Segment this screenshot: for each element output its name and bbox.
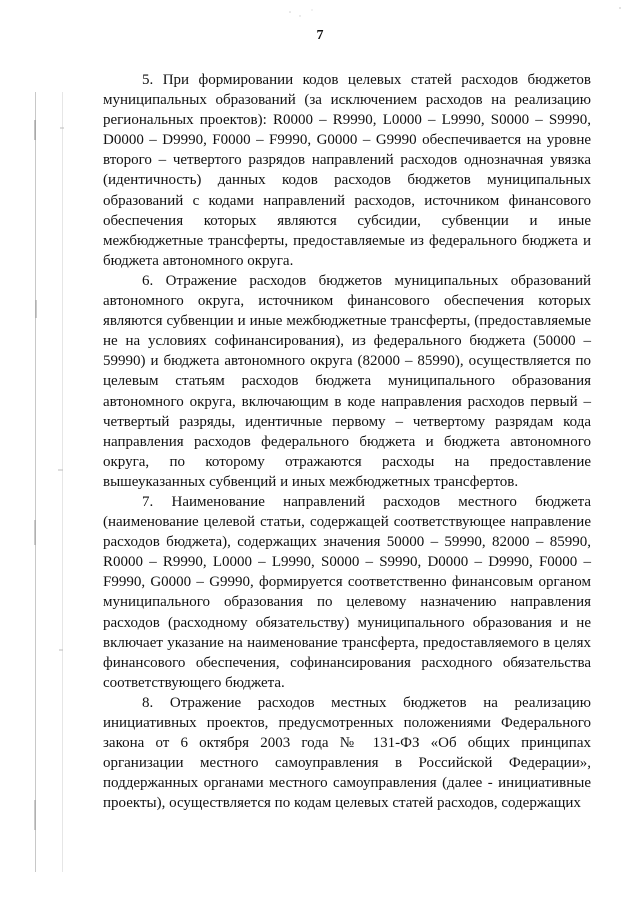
body-text	[103, 70, 591, 813]
page-number: 7	[316, 28, 324, 43]
paragraph-7: 7. Наименование направлений расходов местного бюджета (наименование целевой статьи, содержащей соответствующее направление расходов бюджета), содержащих значения 50000 – 59990, 82000 – 85990, R0000 – R9990, L0000 – L9990, S0000 – S9990, D0000 – D9990, F0000 – F9990, G0000 – G9990, формируется соответственно финансовым органом муниципального образования по целевому назначению направления расходов (расходному обязательству) муниципального образования и не включает указание на наименование трансферта, предоставляемого в целях финансового обеспечения, софинансирования расходного обязательства соответствующего бюджета.	[103, 493, 591, 691]
left-margin-scan-line-faint	[62, 92, 63, 872]
paragraph-5: 5. При формировании кодов целевых статей расходов бюджетов муниципальных образований (за исключением расходов на реализацию региональных проектов): R0000 – R9990, L0000 – L9990, S0000 – S9990, D0000 – D9990, F0000 – F9990, G0000 – G9990 обеспечивается на уровне второго – четвертого разрядов направлений расходов однозначная увязка (идентичность) данных кодов расходов бюджетов муниципальных образований с кодами направлений расходов, источником финансового обеспечения которых являются субсидии, субвенции и иные межбюджетные трансферты, предоставляемые из федерального бюджета и бюджета автономного округа.	[103, 72, 591, 269]
paragraph-6: 6. Отражение расходов бюджетов муниципальных образований автономного округа, источником финансового обеспечения которых являются субвенции и иные межбюджетные трансферты, (предоставляемые не на условиях софинансирования), из федерального бюджета (50000 – 59990) и бюджета автономного округа (82000 – 85990), осуществляется по целевым статьям расходов бюджета муниципального образования автономного округа, включающим в коде направления расходов первый – четвертый разряды, идентичные первому – четвертому разрядам кода направления расходов федерального бюджета и бюджета автономного округа, по которому отражаются расходы на предоставление вышеуказанных субвенций и иных межбюджетных трансфертов.	[103, 272, 591, 490]
paragraph-8: 8. Отражение расходов местных бюджетов на реализацию инициативных проектов, предусмотренных положениями Федерального закона от 6 октября 2003 года № 131-ФЗ «Об общих принципах организации местного самоуправления в Российской Федерации», поддержанных органами местного самоуправления (далее - инициативные проекты), осуществляется по кодам целевых статей расходов, содержащих	[103, 694, 591, 812]
left-margin-scan-line	[35, 92, 36, 872]
